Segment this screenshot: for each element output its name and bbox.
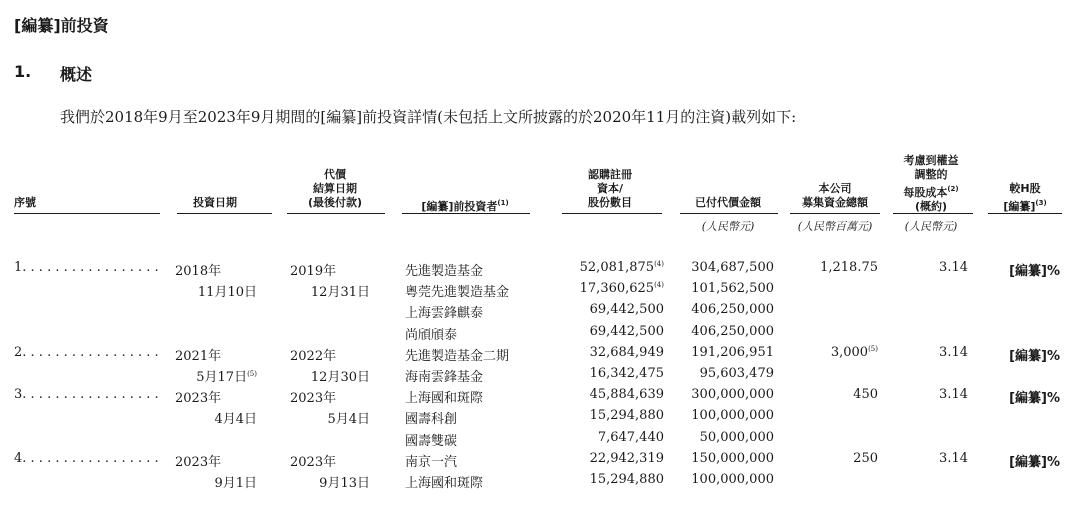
cell-cost: 3.14 <box>939 450 968 466</box>
header-raised: 本公司 募集資金總額 <box>802 182 868 209</box>
header-underline <box>14 213 160 214</box>
cell-paid: 191,206,951 <box>691 344 774 360</box>
cell-paid: 101,562,500 <box>691 281 774 297</box>
cell-cost: 3.14 <box>939 260 968 275</box>
cell-investor: 先進製造基金二期 <box>405 348 510 364</box>
cell-serial: 2. . . . . . . . . . . . . . . . . <box>14 344 159 360</box>
cell-investor: 南京一汽 <box>405 454 458 470</box>
cell-investor: 上海國和斑際 <box>405 391 484 407</box>
header-shares: 認購註冊 資本/ 股份數目 <box>588 168 632 209</box>
header-underline <box>562 213 662 214</box>
header-settle-date: 代價 結算日期 (最後付款) <box>307 168 363 209</box>
cell-cost: 3.14 <box>939 344 968 360</box>
cell-serial: 1. . . . . . . . . . . . . . . . . <box>14 260 159 275</box>
cell-shares: 52,081,875$^{(4)}$ <box>579 260 664 275</box>
cell-shares: 7,647,440 <box>597 429 664 445</box>
cell-invest-day: 9月1日 <box>214 476 257 491</box>
cell-shares: 69,442,500 <box>589 302 664 318</box>
cell-invest-day: 11月10日 <box>197 285 257 301</box>
cell-settle-year: 2023年 <box>290 391 337 407</box>
cell-raised: 450 <box>853 387 878 403</box>
cell-invest-day: 4月4日 <box>214 412 257 428</box>
cell-cost: 3.14 <box>939 387 968 403</box>
cell-paid: 100,000,000 <box>691 408 774 424</box>
cell-invest-year: 2023年 <box>175 454 222 470</box>
header-cost: 考慮到權益 調整的 每股成本$^{(2)}$ (概約) <box>903 154 959 213</box>
cell-shares: 17,360,625$^{(4)}$ <box>579 281 664 297</box>
cell-invest-day: 5月17日$^{(5)}$ <box>196 370 257 385</box>
cell-shares: 15,294,880 <box>589 472 664 487</box>
header-underline <box>287 213 385 214</box>
header-paid: 已付代價金額 <box>695 196 761 209</box>
cell-settle-year: 2023年 <box>290 454 337 470</box>
cell-shares: 15,294,880 <box>589 408 664 424</box>
header-underline <box>402 213 530 214</box>
section-title: [編纂]前投資 <box>14 16 109 35</box>
cell-investor: 粵莞先進製造基金 <box>405 285 510 301</box>
cell-settle-day: 5月4日 <box>327 412 370 428</box>
cell-shares: 45,884,639 <box>589 387 664 403</box>
cell-paid: 150,000,000 <box>691 450 774 466</box>
cell-serial: 3. . . . . . . . . . . . . . . . . <box>14 387 159 403</box>
cell-investor: 尚頎頎泰 <box>405 327 458 343</box>
cell-investor: 先進製造基金 <box>405 264 484 279</box>
cell-paid: 100,000,000 <box>691 472 774 487</box>
cell-paid: 304,687,500 <box>691 260 774 275</box>
cell-paid: 95,603,479 <box>699 366 774 381</box>
cell-paid: 300,000,000 <box>691 387 774 403</box>
cell-settle-year: 2022年 <box>290 348 337 364</box>
cell-discount: [編纂]% <box>1009 348 1060 364</box>
cell-raised: 1,218.75 <box>820 260 878 275</box>
cell-discount: [編纂]% <box>1009 391 1060 407</box>
cell-serial: 4. . . . . . . . . . . . . . . . . <box>14 450 159 466</box>
subsection-title: 概述 <box>60 65 93 84</box>
cell-settle-day: 12月30日 <box>310 370 370 385</box>
cell-settle-year: 2019年 <box>290 264 337 279</box>
cell-shares: 69,442,500 <box>589 323 664 339</box>
header-underline <box>790 213 880 214</box>
header-investor: [編纂]前投資者$^{(1)}$ <box>421 199 509 213</box>
header-underline <box>988 213 1062 214</box>
cell-investor: 海南雲鋒基金 <box>405 370 484 385</box>
cell-paid: 406,250,000 <box>691 302 774 318</box>
cell-discount: [編纂]% <box>1009 264 1060 279</box>
header-serial: 序號 <box>14 196 36 209</box>
cell-investor: 上海雲鋒麒泰 <box>405 306 484 322</box>
intro-paragraph: 我們於2018年9月至2023年9月期間的[編纂]前投資詳情(未包括上文所披露的於2020年11月的注資)載列如下: <box>60 108 797 126</box>
cell-investor: 上海國和斑際 <box>405 476 484 491</box>
cell-paid: 50,000,000 <box>699 429 774 445</box>
unit-cost: (人民幣元) <box>904 220 958 233</box>
cell-discount: [編纂]% <box>1009 454 1060 470</box>
cell-raised: 250 <box>853 450 878 466</box>
cell-invest-year: 2023年 <box>175 391 222 407</box>
subsection-number: 1. <box>14 62 32 81</box>
cell-shares: 22,942,319 <box>589 450 664 466</box>
header-underline <box>680 213 778 214</box>
header-invest-date: 投資日期 <box>193 196 237 209</box>
header-discount: 較H股 [編纂]$^{(3)}$ <box>1003 182 1047 213</box>
cell-paid: 406,250,000 <box>691 323 774 339</box>
cell-shares: 16,342,475 <box>589 366 664 381</box>
cell-investor: 國壽科創 <box>405 412 458 428</box>
cell-settle-day: 12月31日 <box>310 285 370 301</box>
cell-settle-day: 9月13日 <box>319 476 370 491</box>
cell-raised: 3,000$^{(5)}$ <box>830 344 878 360</box>
cell-shares: 32,684,949 <box>589 344 664 360</box>
header-underline <box>893 213 973 214</box>
unit-raised: (人民幣百萬元) <box>797 220 873 233</box>
cell-investor: 國壽雙碳 <box>405 433 458 449</box>
unit-paid: (人民幣元) <box>701 220 755 233</box>
cell-invest-year: 2018年 <box>175 264 222 279</box>
cell-invest-year: 2021年 <box>175 348 222 364</box>
header-underline <box>177 213 272 214</box>
